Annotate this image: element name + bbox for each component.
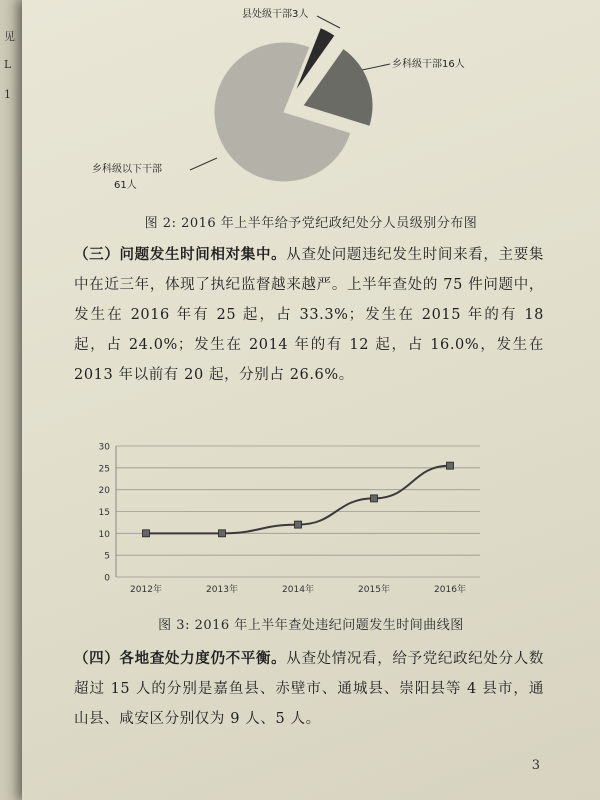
pie-label-below-line2: 61人 [114, 180, 137, 191]
document-page [22, 0, 600, 800]
leader-line-county [317, 16, 340, 28]
margin-char: 1 [4, 88, 11, 101]
section3-paragraph [74, 240, 544, 390]
figure3-caption: 图 3: 2016 年上半年查处违纪问题发生时间曲线图 [158, 618, 464, 633]
y-tick-label: 5 [104, 551, 110, 562]
section3-heading: （三）问题发生时间相对集中。 [74, 246, 287, 263]
data-point [295, 521, 302, 528]
leader-line-below [190, 158, 217, 170]
section4-paragraph [74, 644, 544, 734]
section4-body: 从查处情况看，给予党纪政纪处分人数超过 15 人的分别是嘉鱼县、赤壁市、通城县、崇阳县等 4 县市，通山县、咸安区分别仅为 9 人、5 人。 [74, 651, 544, 727]
pie-label-county: 县处级干部3人 [242, 9, 309, 20]
y-tick-label: 25 [98, 464, 110, 475]
leader-line-township [362, 64, 390, 70]
section3-body: 从查处问题违纪发生时间来看，主要集中在近三年，体现了执纪监督越来越严。上半年查处的 75 件问题中，发生在 2016 年有 25 起，占 33.3%；发生在 2015 年的有 18 起，占 24.0%；发生在 2014 年的有 12 起，占 16.0%，发生在 2013 年以前有 20 起，分别占 26.6%。 [74, 247, 544, 383]
pie-label-below-line1: 乡科级以下干部 [92, 164, 162, 175]
pie-label-township: 乡科级干部16人 [392, 59, 465, 70]
x-tick-label: 2015年 [358, 585, 390, 595]
figure2-caption: 图 2: 2016 年上半年给予党纪政纪处分人员级别分布图 [144, 216, 478, 231]
line-chart [22, 432, 600, 602]
x-tick-label: 2013年 [206, 585, 238, 595]
y-tick-label: 0 [104, 573, 110, 584]
pie-chart [22, 0, 600, 205]
y-tick-label: 15 [98, 508, 110, 518]
x-tick-label: 2012年 [130, 585, 162, 595]
y-tick-label: 10 [98, 529, 110, 540]
y-tick-label: 30 [98, 442, 110, 453]
margin-char: L [4, 58, 12, 71]
data-point [371, 495, 378, 502]
y-tick-label: 20 [98, 486, 110, 497]
page-number: 3 [531, 758, 540, 773]
x-tick-label: 2014年 [282, 585, 314, 595]
adjacent-page-edge [0, 0, 22, 800]
section4-heading: （四）各地查处力度仍不平衡。 [74, 650, 287, 667]
data-point [219, 530, 226, 537]
data-point [143, 530, 150, 537]
margin-char: 见 [4, 30, 15, 43]
x-tick-label: 2016年 [434, 585, 466, 595]
data-point [447, 462, 454, 469]
